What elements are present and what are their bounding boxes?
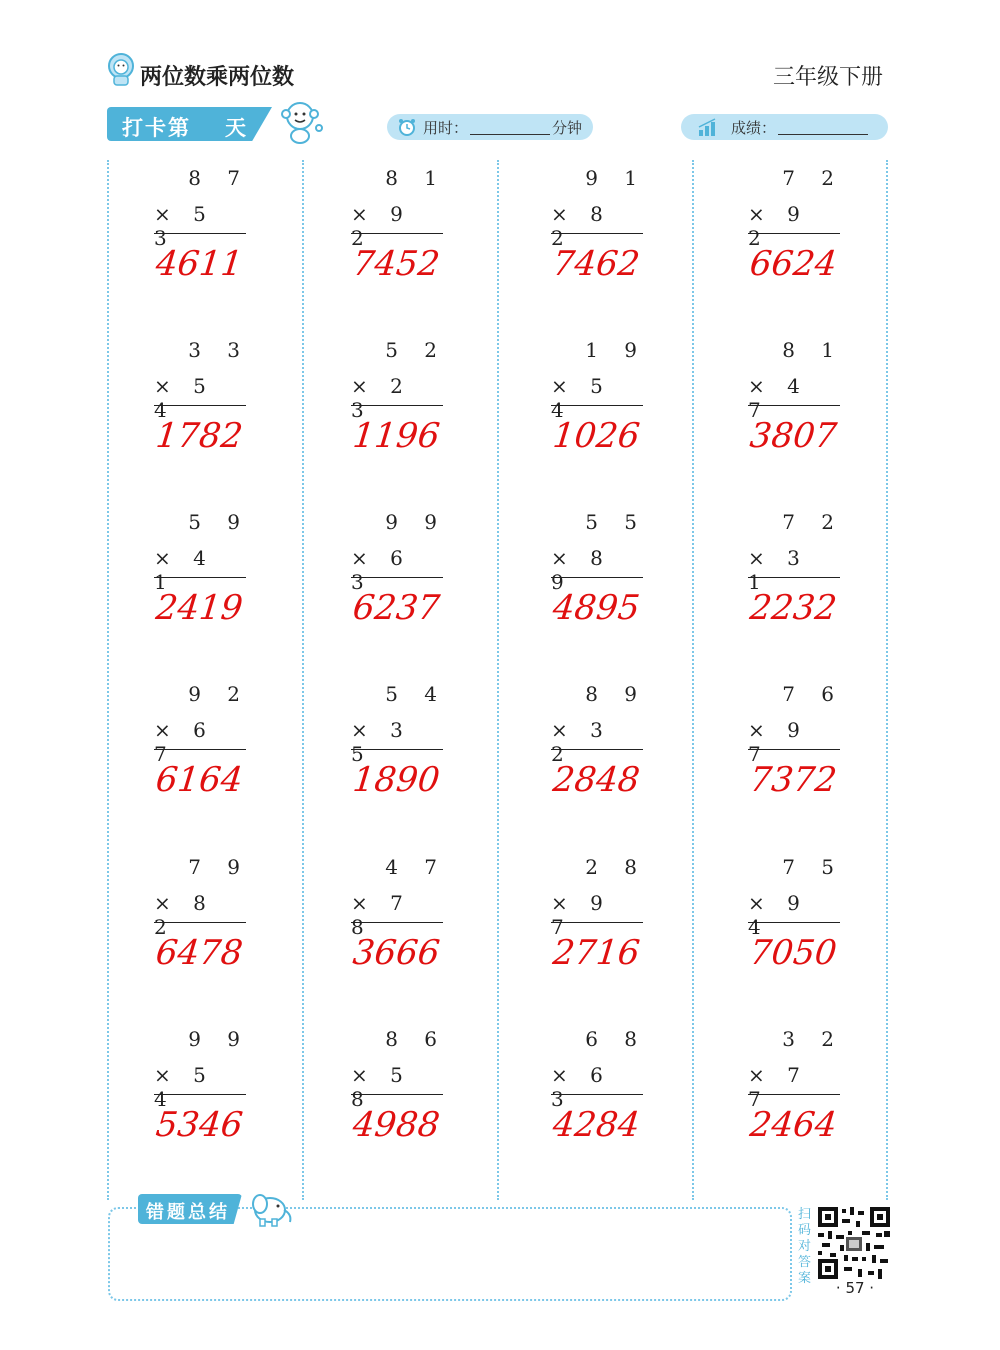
times-sign: × <box>154 202 177 226</box>
multiplier: 5 4 <box>154 374 216 422</box>
handwritten-answer[interactable]: 2848 <box>550 760 642 800</box>
handwritten-answer[interactable]: 6164 <box>153 760 245 800</box>
product-rule <box>154 577 246 578</box>
problem-item <box>154 166 264 326</box>
multiplier-line <box>154 374 242 422</box>
handwritten-answer[interactable]: 7050 <box>747 933 839 973</box>
multiplier-line <box>154 718 242 766</box>
problem-item <box>748 1027 858 1187</box>
product-rule <box>551 1094 643 1095</box>
times-sign: × <box>748 546 771 570</box>
multiplier-line <box>154 1063 242 1111</box>
product-rule <box>551 405 643 406</box>
times-sign: × <box>748 374 771 398</box>
handwritten-answer[interactable]: 4895 <box>550 588 642 628</box>
times-sign: × <box>551 1063 574 1087</box>
multiplicand: 7 9 <box>188 855 250 879</box>
handwritten-answer[interactable]: 1026 <box>550 416 642 456</box>
handwritten-answer[interactable]: 6624 <box>747 244 839 284</box>
times-sign: × <box>351 1063 374 1087</box>
times-sign: × <box>748 202 771 226</box>
qr-code[interactable] <box>818 1207 890 1279</box>
multiplicand: 5 2 <box>385 338 447 362</box>
handwritten-answer[interactable]: 2419 <box>153 588 245 628</box>
multiplier: 9 7 <box>748 718 810 766</box>
checkin-suffix: 天 <box>225 116 248 140</box>
multiplicand: 7 6 <box>782 682 844 706</box>
elephant-icon <box>246 1188 294 1228</box>
bar-chart-icon <box>697 117 719 137</box>
multiplier-line <box>748 202 836 250</box>
handwritten-answer[interactable]: 2232 <box>747 588 839 628</box>
multiplicand: 9 2 <box>188 682 250 706</box>
multiplier: 5 8 <box>351 1063 413 1111</box>
multiplier-line <box>551 891 639 939</box>
problem-item <box>748 166 858 326</box>
multiplicand: 5 5 <box>585 510 647 534</box>
times-sign: × <box>551 374 574 398</box>
product-rule <box>551 577 643 578</box>
multiplicand: 3 2 <box>782 1027 844 1051</box>
times-sign: × <box>154 718 177 742</box>
problem-item <box>551 166 661 326</box>
multiplicand: 4 7 <box>385 855 447 879</box>
multiplier-line <box>351 546 439 594</box>
problem-item <box>748 510 858 670</box>
multiplier: 9 2 <box>748 202 810 250</box>
multiplier-line <box>551 202 639 250</box>
checkin-prefix: 打卡第 <box>122 116 191 140</box>
times-sign: × <box>351 202 374 226</box>
problem-item <box>748 855 858 1015</box>
multiplier-line <box>551 374 639 422</box>
multiplicand: 7 2 <box>782 166 844 190</box>
grid-border-left <box>107 160 109 1200</box>
times-sign: × <box>551 546 574 570</box>
times-sign: × <box>748 891 771 915</box>
times-sign: × <box>154 374 177 398</box>
product-rule <box>551 233 643 234</box>
times-sign: × <box>154 1063 177 1087</box>
times-sign: × <box>551 718 574 742</box>
multiplier: 2 3 <box>351 374 413 422</box>
problem-item <box>154 510 264 670</box>
product-rule <box>154 1094 246 1095</box>
times-sign: × <box>748 1063 771 1087</box>
multiplier-line <box>551 546 639 594</box>
multiplier: 9 4 <box>748 891 810 939</box>
product-rule <box>748 405 840 406</box>
scan-label: 扫码对答案 <box>798 1207 812 1286</box>
time-field <box>387 114 593 140</box>
problem-item <box>551 338 661 498</box>
multiplicand: 7 5 <box>782 855 844 879</box>
problem-item <box>551 682 661 842</box>
multiplier-line <box>154 546 242 594</box>
product-rule <box>551 749 643 750</box>
handwritten-answer[interactable]: 1890 <box>350 760 442 800</box>
multiplier: 8 2 <box>551 202 613 250</box>
multiplier: 3 1 <box>748 546 810 594</box>
multiplicand: 8 1 <box>782 338 844 362</box>
multiplier-line <box>748 1063 836 1111</box>
score-blank[interactable] <box>778 119 868 135</box>
multiplier: 3 2 <box>551 718 613 766</box>
time-label: 用时： <box>423 118 469 137</box>
multiplier: 8 9 <box>551 546 613 594</box>
multiplicand: 8 9 <box>585 682 647 706</box>
multiplicand: 1 9 <box>585 338 647 362</box>
product-rule <box>154 749 246 750</box>
multiplicand: 2 8 <box>585 855 647 879</box>
times-sign: × <box>551 891 574 915</box>
problem-item <box>351 510 461 670</box>
multiplier: 4 7 <box>748 374 810 422</box>
grid-divider-3 <box>692 160 694 1200</box>
grid-divider-1 <box>302 160 304 1200</box>
multiplier: 3 5 <box>351 718 413 766</box>
multiplier-line <box>748 891 836 939</box>
multiplier-line <box>351 1063 439 1111</box>
multiplicand: 8 1 <box>385 166 447 190</box>
handwritten-answer[interactable]: 6237 <box>350 588 442 628</box>
multiplier-line <box>748 718 836 766</box>
times-sign: × <box>154 891 177 915</box>
multiplicand: 9 9 <box>385 510 447 534</box>
multiplicand: 8 7 <box>188 166 250 190</box>
multiplicand: 8 6 <box>385 1027 447 1051</box>
multiplier-line <box>351 202 439 250</box>
product-rule <box>351 749 443 750</box>
mistake-summary-label: 错题总结 <box>146 1202 230 1223</box>
multiplicand: 6 8 <box>585 1027 647 1051</box>
multiplier-line <box>351 891 439 939</box>
multiplier-line <box>551 718 639 766</box>
problem-item <box>748 682 858 842</box>
times-sign: × <box>351 891 374 915</box>
product-rule <box>351 233 443 234</box>
multiplier: 7 7 <box>748 1063 810 1111</box>
score-field <box>681 114 888 140</box>
product-rule <box>351 1094 443 1095</box>
multiplier-line <box>154 891 242 939</box>
multiplier: 5 3 <box>154 202 216 250</box>
problem-item <box>551 510 661 670</box>
monkey-icon <box>276 98 326 144</box>
grid-divider-2 <box>497 160 499 1200</box>
multiplier: 4 1 <box>154 546 216 594</box>
handwritten-answer[interactable]: 7462 <box>550 244 642 284</box>
product-rule <box>351 922 443 923</box>
product-rule <box>351 405 443 406</box>
problem-item <box>351 338 461 498</box>
multiplier: 9 2 <box>351 202 413 250</box>
time-unit: 分钟 <box>552 118 583 137</box>
page-title: 两位数乘两位数 <box>140 65 295 90</box>
handwritten-answer[interactable]: 4284 <box>550 1105 642 1145</box>
handwritten-answer[interactable]: 7372 <box>747 760 839 800</box>
problem-item <box>551 855 661 1015</box>
problem-item <box>154 855 264 1015</box>
product-rule <box>351 577 443 578</box>
problem-item <box>748 338 858 498</box>
problem-item <box>154 682 264 842</box>
time-blank[interactable] <box>470 119 550 135</box>
multiplier: 5 4 <box>551 374 613 422</box>
multiplicand: 5 9 <box>188 510 250 534</box>
multiplicand: 3 3 <box>188 338 250 362</box>
product-rule <box>154 233 246 234</box>
page-number: · 57 · <box>835 1279 875 1297</box>
problem-item <box>351 682 461 842</box>
handwritten-answer[interactable]: 1196 <box>350 416 442 456</box>
multiplier-line <box>351 718 439 766</box>
score-label: 成绩： <box>731 118 777 137</box>
alarm-clock-icon <box>397 117 417 137</box>
problem-item <box>351 1027 461 1187</box>
problem-item <box>351 166 461 326</box>
problem-item <box>154 338 264 498</box>
multiplier: 5 4 <box>154 1063 216 1111</box>
product-rule <box>748 233 840 234</box>
times-sign: × <box>351 546 374 570</box>
multiplier-line <box>551 1063 639 1111</box>
times-sign: × <box>551 202 574 226</box>
handwritten-answer[interactable]: 4988 <box>350 1105 442 1145</box>
multiplicand: 7 2 <box>782 510 844 534</box>
multiplier: 7 8 <box>351 891 413 939</box>
multiplier-line <box>748 374 836 422</box>
multiplicand: 9 9 <box>188 1027 250 1051</box>
problem-item <box>551 1027 661 1187</box>
handwritten-answer[interactable]: 3807 <box>747 416 839 456</box>
grid-border-right <box>886 160 888 1200</box>
multiplier: 9 7 <box>551 891 613 939</box>
handwritten-answer[interactable]: 2464 <box>747 1105 839 1145</box>
lion-icon <box>106 52 136 86</box>
times-sign: × <box>154 546 177 570</box>
product-rule <box>154 922 246 923</box>
handwritten-answer[interactable]: 2716 <box>550 933 642 973</box>
multiplier-line <box>154 202 242 250</box>
handwritten-answer[interactable]: 5346 <box>153 1105 245 1145</box>
multiplicand: 9 1 <box>585 166 647 190</box>
handwritten-answer[interactable]: 1782 <box>153 416 245 456</box>
problem-item <box>154 1027 264 1187</box>
problem-item <box>351 855 461 1015</box>
times-sign: × <box>351 374 374 398</box>
product-rule <box>748 922 840 923</box>
product-rule <box>154 405 246 406</box>
multiplier: 6 3 <box>351 546 413 594</box>
checkin-label <box>122 112 248 142</box>
product-rule <box>748 749 840 750</box>
times-sign: × <box>351 718 374 742</box>
times-sign: × <box>748 718 771 742</box>
handwritten-answer[interactable]: 7452 <box>350 244 442 284</box>
multiplier-line <box>351 374 439 422</box>
product-rule <box>748 577 840 578</box>
handwritten-answer[interactable]: 3666 <box>350 933 442 973</box>
multiplicand: 5 4 <box>385 682 447 706</box>
handwritten-answer[interactable]: 4611 <box>153 244 245 284</box>
grade-label: 三年级下册 <box>772 65 883 90</box>
multiplier: 6 7 <box>154 718 216 766</box>
handwritten-answer[interactable]: 6478 <box>153 933 245 973</box>
product-rule <box>551 922 643 923</box>
multiplier: 8 2 <box>154 891 216 939</box>
multiplier: 6 3 <box>551 1063 613 1111</box>
multiplier-line <box>748 546 836 594</box>
product-rule <box>748 1094 840 1095</box>
